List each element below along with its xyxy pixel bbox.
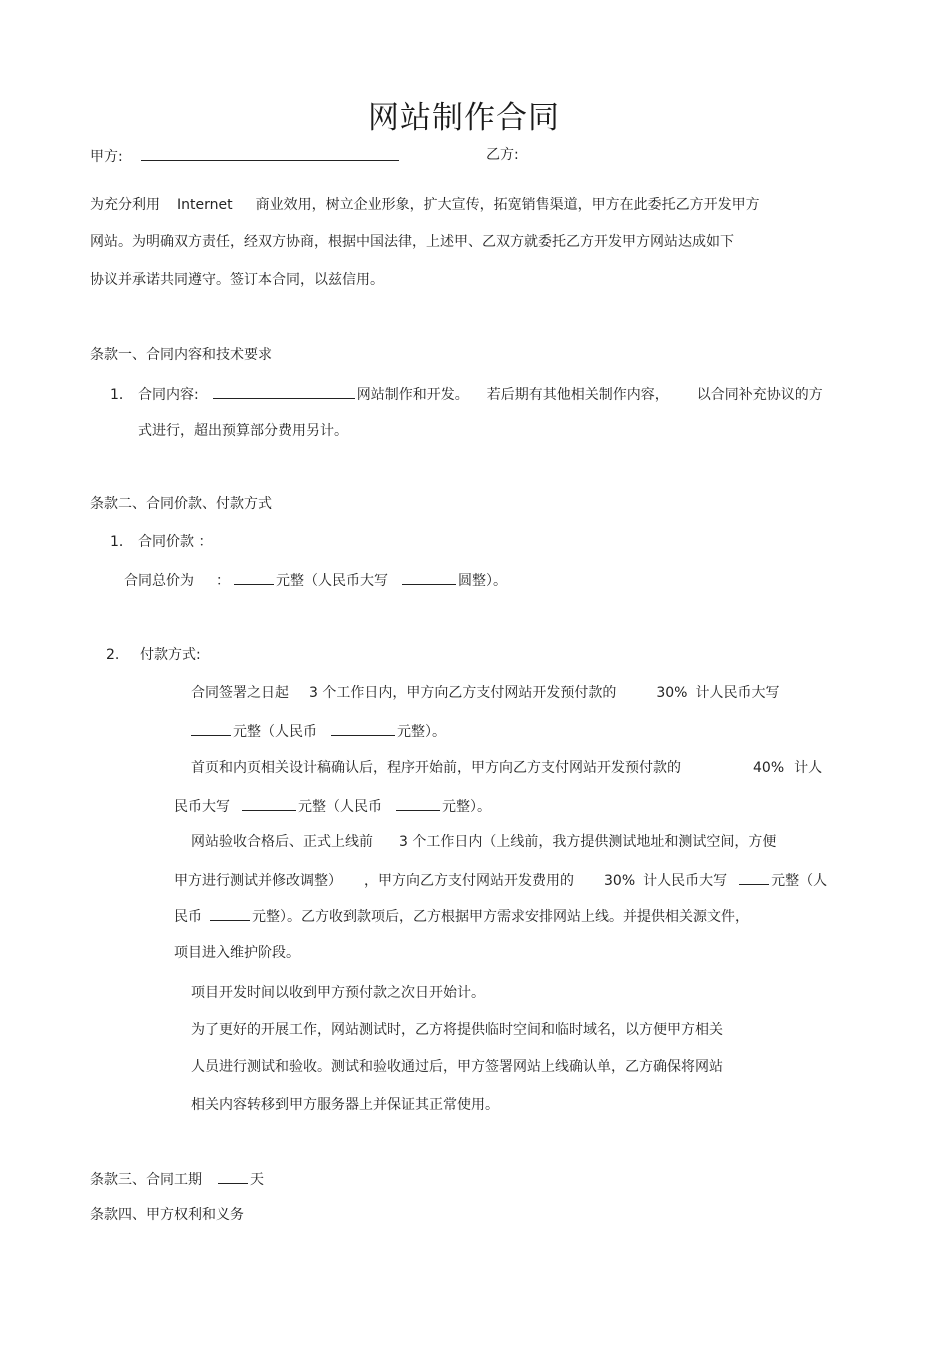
total-amount-blank[interactable] bbox=[234, 570, 274, 585]
list-number: 1． bbox=[110, 387, 133, 403]
clause-text: 民币 bbox=[174, 909, 202, 925]
payment-3-line-3 bbox=[174, 906, 749, 926]
amount-blank[interactable] bbox=[210, 906, 250, 921]
clause-2-heading: 条款二、合同价款、付款方式 bbox=[90, 496, 272, 512]
percent-30: 30% bbox=[656, 685, 688, 701]
payment-note: 项目开发时间以收到甲方预付款之次日开始计。 bbox=[191, 985, 485, 1001]
contract-content-blank[interactable] bbox=[213, 384, 355, 399]
clause-text: 元整）。 bbox=[397, 724, 446, 740]
clause-text: 民币大写 bbox=[174, 799, 230, 815]
contract-content-label: 合同内容: bbox=[138, 387, 199, 403]
percent-40: 40% bbox=[753, 760, 785, 776]
party-a-line bbox=[90, 146, 401, 166]
clause-1-item-1 bbox=[110, 384, 823, 404]
clause-text: 元整）。 bbox=[442, 799, 491, 815]
amount-words-blank[interactable] bbox=[242, 796, 296, 811]
payment-3-line-1 bbox=[191, 833, 776, 851]
clause-1-item-1-cont: 式进行，超出预算部分费用另计。 bbox=[138, 423, 348, 439]
amount-blank[interactable] bbox=[331, 721, 395, 736]
clause-text: 元整（人 bbox=[771, 873, 828, 889]
testing-line-1: 为了更好的开展工作，网站测试时，乙方将提供临时空间和临时域名，以方便甲方相关 bbox=[191, 1022, 723, 1038]
clause-2-item-2 bbox=[106, 646, 201, 664]
clause-text: 3 个工作日内，甲方向乙方支付网站开发预付款的 bbox=[309, 685, 617, 701]
party-a-blank[interactable] bbox=[141, 146, 399, 161]
clause-text: 元整（人民币 bbox=[233, 724, 317, 740]
party-a-label: 甲方: bbox=[90, 149, 123, 165]
clause-text: 网站制作和开发。 bbox=[356, 387, 469, 403]
payment-label: 付款方式: bbox=[140, 647, 201, 663]
percent-30: 30% bbox=[604, 873, 636, 889]
amount-blank[interactable] bbox=[396, 796, 440, 811]
clause-1-heading: 条款一、合同内容和技术要求 bbox=[90, 347, 272, 363]
clause-text: 元整（人民币 bbox=[298, 799, 382, 815]
party-b-label: 乙方: bbox=[486, 147, 519, 163]
list-number: 1． bbox=[110, 534, 133, 550]
clause-text: 合同签署之日起 bbox=[191, 685, 289, 701]
clause-text: 网站验收合格后、正式上线前 bbox=[191, 834, 373, 850]
clause-text: 计人 bbox=[794, 760, 823, 776]
payment-2-line-1 bbox=[191, 759, 822, 777]
payment-1-line-1 bbox=[191, 684, 779, 702]
duration-blank[interactable] bbox=[218, 1169, 248, 1184]
clause-3-line bbox=[90, 1169, 264, 1189]
clause-3-heading: 条款三、合同工期 bbox=[90, 1172, 202, 1188]
amount-words-blank[interactable] bbox=[739, 870, 769, 885]
clause-2-item-1 bbox=[110, 533, 212, 551]
total-amount-words-blank[interactable] bbox=[402, 570, 456, 585]
clause-text: 首页和内页相关设计稿确认后，程序开始前，甲方向乙方支付网站开发预付款的 bbox=[191, 760, 681, 776]
intro-line-2: 网站。为明确双方责任，经双方协商，根据中国法律，上述甲、乙双方就委托乙方开发甲方网站达成如下 bbox=[90, 234, 734, 250]
payment-2-line-2 bbox=[174, 796, 491, 816]
clause-text: 计人民币大写 bbox=[643, 873, 728, 889]
clause-text: 计人民币大写 bbox=[695, 685, 780, 701]
clause-text: 元整）。乙方收到款项后，乙方根据甲方需求安排网站上线。并提供相关源文件， bbox=[252, 909, 749, 925]
clause-text: 3 个工作日内（上线前，我方提供测试地址和测试空间，方便 bbox=[399, 834, 777, 850]
amount-words-blank[interactable] bbox=[191, 721, 231, 736]
total-price-line bbox=[124, 570, 507, 590]
intro-line-1 bbox=[90, 196, 760, 214]
testing-line-2: 人员进行测试和验收。测试和验收通过后，甲方签署网站上线确认单，乙方确保将网站 bbox=[191, 1059, 723, 1075]
payment-3-line-4: 项目进入维护阶段。 bbox=[174, 945, 300, 961]
clause-text: ： bbox=[216, 573, 230, 589]
clause-text: 合同总价为 bbox=[124, 573, 194, 589]
intro-line-3: 协议并承诺共同遵守。签订本合同，以兹信用。 bbox=[90, 272, 384, 288]
clause-text: 甲方进行测试并修改调整） bbox=[174, 873, 342, 889]
intro-text: 商业效用，树立企业形象，扩大宣传，拓宽销售渠道，甲方在此委托乙方开发甲方 bbox=[255, 197, 760, 213]
clause-4-heading: 条款四、甲方权利和义务 bbox=[90, 1207, 244, 1223]
payment-3-line-2 bbox=[174, 870, 827, 890]
testing-line-3: 相关内容转移到甲方服务器上并保证其正常使用。 bbox=[191, 1097, 499, 1113]
clause-text: ，甲方向乙方支付网站开发费用的 bbox=[364, 873, 574, 889]
list-number: 2. bbox=[106, 647, 120, 663]
intro-text: 为充分利用 bbox=[90, 197, 160, 213]
payment-1-line-2 bbox=[191, 721, 446, 741]
clause-text: 元整（人民币大写 bbox=[276, 573, 388, 589]
document-title: 网站制作合同 bbox=[368, 100, 560, 136]
intro-internet: Internet bbox=[177, 197, 233, 213]
clause-text: 以合同补充协议的方 bbox=[696, 387, 823, 403]
clause-text: 若后期有其他相关制作内容， bbox=[486, 387, 669, 403]
clause-text: 圆整）。 bbox=[458, 573, 507, 589]
duration-unit: 天 bbox=[250, 1172, 264, 1188]
price-label: 合同价款 ： bbox=[138, 534, 213, 550]
